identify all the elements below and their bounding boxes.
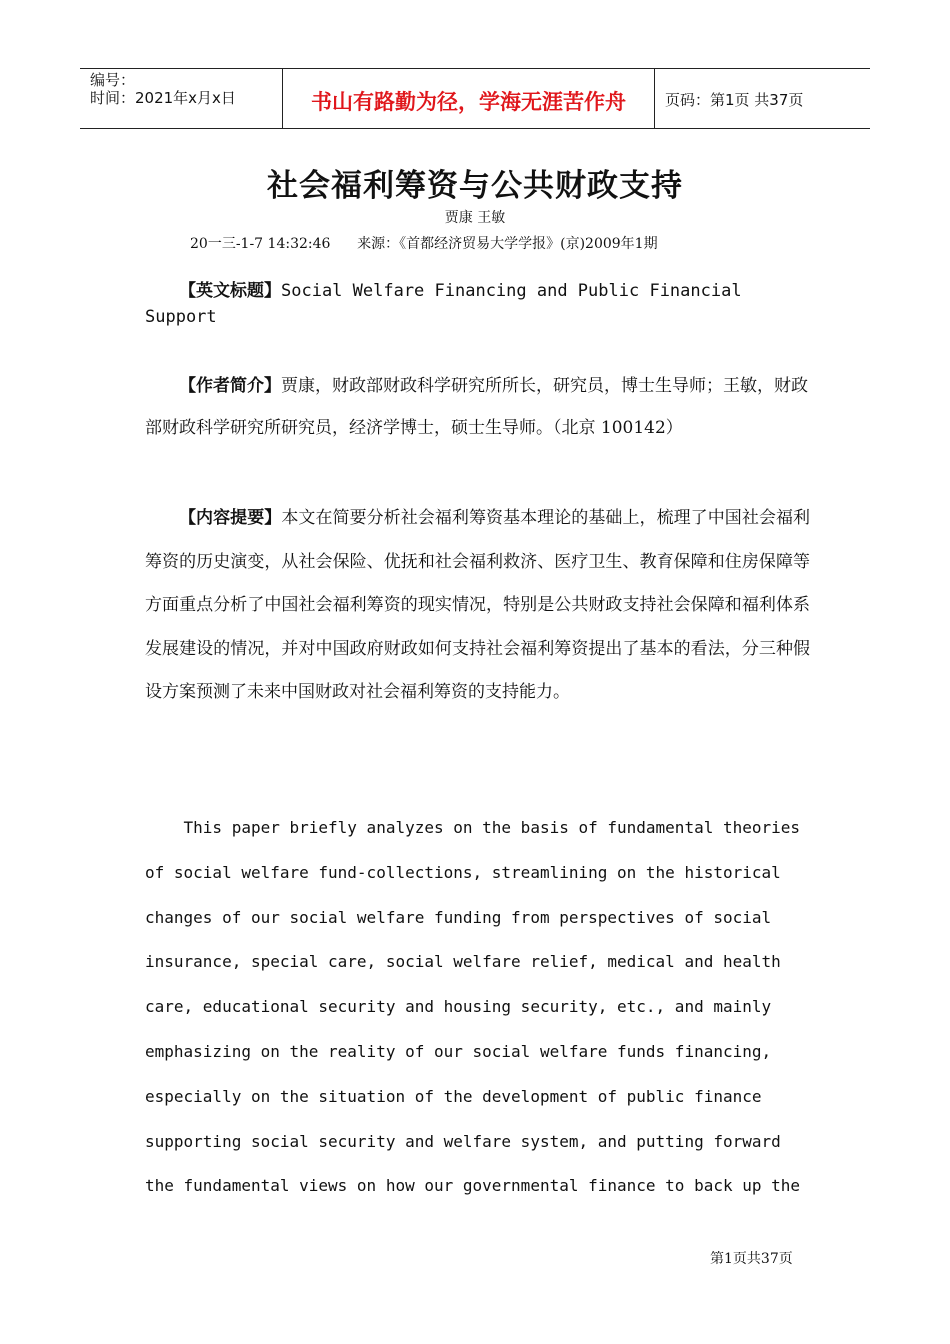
- abstract-paragraph: [145, 497, 810, 715]
- english-abstract-line: the fundamental views on how our governmental finance to back up the: [145, 1176, 801, 1196]
- english-title-paragraph: [145, 278, 810, 330]
- english-abstract-line: especially on the situation of the development of public finance: [145, 1086, 762, 1106]
- english-title-label: 【英文标题】: [179, 281, 281, 301]
- page-header: [80, 68, 870, 129]
- english-abstract-line: of social welfare fund-collections, streamlining on the historical: [145, 862, 781, 882]
- article-authors: 贾康 王敏: [444, 210, 506, 226]
- header-page-info: 页码：第1页 共37页: [665, 91, 804, 109]
- page-footer: 第1页共37页: [710, 1251, 793, 1267]
- english-abstract-line: care, educational security and housing security, etc., and mainly: [145, 997, 772, 1017]
- english-title-text: Social Welfare Financing and Public Financial Support: [145, 281, 742, 327]
- article-meta: 20一三-1-7 14:32:46 来源：《首都经济贸易大学学报》(京)2009年1期: [190, 236, 658, 252]
- document-code-label: 编号：: [90, 71, 136, 89]
- header-left-cell: [80, 69, 282, 129]
- author-intro-label: 【作者简介】: [179, 376, 281, 396]
- author-intro-text: 贾康，财政部财政科学研究所所长，研究员，博士生导师；王敏，财政部财政科学研究所研究员，经济学博士，硕士生导师。（北京 100142）: [145, 376, 808, 438]
- author-intro-paragraph: [145, 365, 810, 449]
- article-title: 社会福利筹资与公共财政支持: [267, 168, 683, 204]
- english-abstract-line: supporting social security and welfare system, and putting forward: [145, 1131, 781, 1151]
- document-time: 时间：2021年x月x日: [90, 89, 236, 107]
- english-abstract-line: This paper briefly analyzes on the basis of fundamental theories: [145, 818, 801, 837]
- header-motto: 书山有路勤为径，学海无涯苦作舟: [282, 69, 655, 129]
- english-abstract: [145, 810, 825, 1213]
- english-abstract-line: emphasizing on the reality of our social welfare funds financing,: [145, 1041, 772, 1061]
- abstract-text: 本文在简要分析社会福利筹资基本理论的基础上，梳理了中国社会福利筹资的历史演变，从社会保险、优抚和社会福利救济、医疗卫生、教育保障和住房保障等方面重点分析了中国社会福利筹资的现实情况，特别是公共财政支持社会保障和福利体系发展建设的情况，并对中国政府财政如何支持社会福利筹资提出了基本的看法，分三种假设方案预测了未来中国财政对社会福利筹资的支持能力。: [145, 508, 811, 703]
- abstract-label: 【内容提要】: [179, 508, 282, 528]
- english-abstract-line: insurance, special care, social welfare relief, medical and health: [145, 952, 781, 972]
- english-abstract-line: changes of our social welfare funding from perspectives of social: [145, 907, 772, 927]
